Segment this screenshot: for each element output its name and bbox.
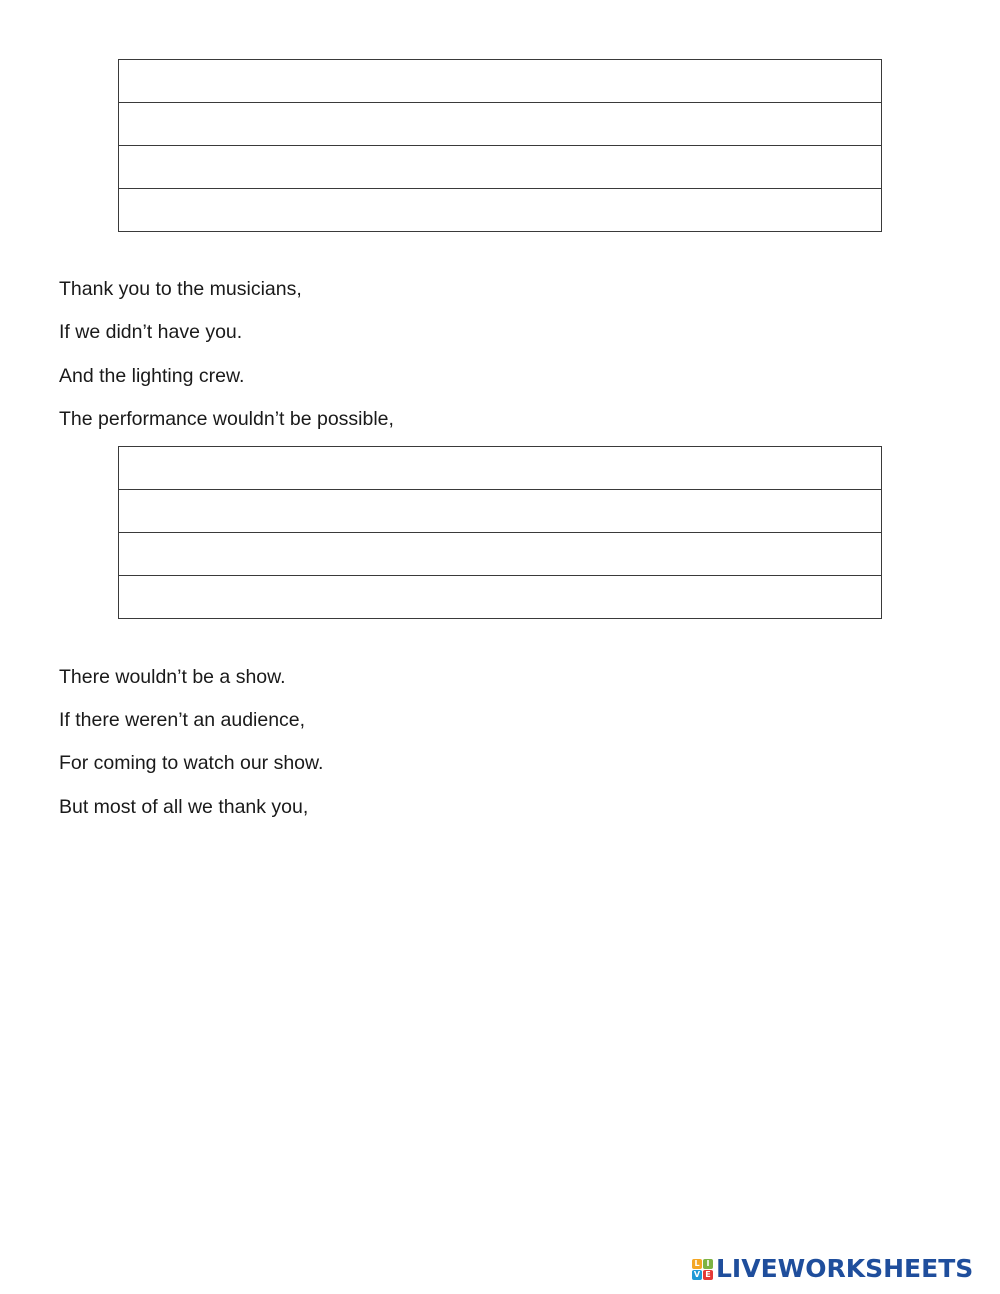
answer-cell[interactable]	[119, 447, 882, 490]
answer-input[interactable]	[119, 103, 881, 145]
answer-input[interactable]	[119, 189, 881, 231]
logo-wordmark: LIVEWORKSHEETS	[716, 1254, 974, 1283]
lyric-line: There wouldn’t be a show.	[59, 666, 286, 688]
answer-cell[interactable]	[119, 103, 882, 146]
answer-cell[interactable]	[119, 146, 882, 189]
answer-input[interactable]	[119, 490, 881, 532]
logo-mark-tile: I	[703, 1259, 713, 1269]
answer-input[interactable]	[119, 576, 881, 618]
logo-mark-icon	[692, 1259, 713, 1280]
lyric-line: But most of all we thank you,	[59, 796, 309, 818]
answer-input[interactable]	[119, 447, 881, 489]
logo-mark-tile: E	[703, 1270, 713, 1280]
answer-cell[interactable]	[119, 490, 882, 533]
lyric-line: For coming to watch our show.	[59, 752, 324, 774]
lyric-line: If there weren’t an audience,	[59, 709, 306, 731]
liveworksheets-logo	[692, 1254, 973, 1284]
answer-cell[interactable]	[119, 189, 882, 232]
answer-cell[interactable]	[119, 60, 882, 103]
answer-input[interactable]	[119, 146, 881, 188]
answer-input[interactable]	[119, 533, 881, 575]
answer-cell[interactable]	[119, 533, 882, 576]
answer-input[interactable]	[119, 60, 881, 102]
lyric-line: And the lighting crew.	[59, 365, 245, 387]
answer-table-1	[118, 59, 882, 232]
lyric-line: If we didn’t have you.	[59, 321, 243, 343]
logo-mark-tile: V	[693, 1269, 701, 1279]
answer-cell[interactable]	[119, 576, 882, 619]
lyric-line: The performance wouldn’t be possible,	[59, 408, 394, 430]
answer-table-2	[118, 446, 882, 619]
lyric-line: Thank you to the musicians,	[59, 278, 302, 300]
logo-mark-tile: L	[692, 1259, 702, 1269]
